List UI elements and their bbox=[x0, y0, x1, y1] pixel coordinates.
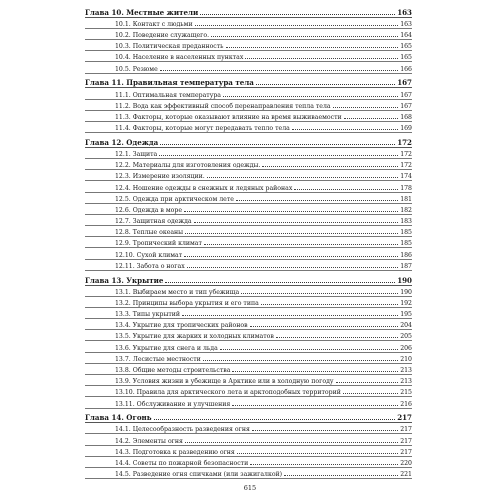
toc-entry bbox=[85, 237, 412, 248]
toc-entry bbox=[85, 111, 412, 122]
entry-title: 10.5. Резюме bbox=[115, 65, 158, 73]
entry-title: 13.2. Принципы выбора укрытия и его типа bbox=[115, 299, 259, 307]
dot-leader bbox=[284, 475, 398, 476]
page-number: 615 bbox=[243, 484, 257, 492]
entry-page: 190 bbox=[400, 288, 412, 296]
dot-leader bbox=[203, 360, 398, 361]
entry-page: 169 bbox=[400, 125, 412, 133]
chapter-title: Глава 10. Местные жители bbox=[85, 7, 199, 17]
entry-title: 14.3. Подготовка к разведению огня bbox=[115, 448, 235, 456]
entry-page: 164 bbox=[400, 32, 412, 40]
dot-leader bbox=[160, 70, 398, 71]
entry-title: 13.7. Лесистые местности bbox=[115, 355, 201, 363]
entry-title: 13.9. Условия жизни в убежище в Арктике или в холодную погоду bbox=[115, 378, 334, 386]
toc-entry bbox=[85, 62, 412, 73]
entry-page: 172 bbox=[400, 162, 412, 170]
toc-entry bbox=[85, 446, 412, 457]
entry-page: 204 bbox=[400, 322, 412, 330]
toc-chapter bbox=[85, 410, 412, 423]
toc-entry bbox=[85, 341, 412, 352]
dot-leader bbox=[184, 256, 398, 257]
entry-page: 217 bbox=[400, 437, 412, 445]
dot-leader bbox=[185, 233, 398, 234]
dot-leader bbox=[182, 315, 398, 316]
dot-leader bbox=[256, 84, 395, 85]
entry-page: 167 bbox=[400, 102, 412, 110]
entry-title: 11.1. Оптимальная температура bbox=[115, 91, 221, 99]
dot-leader bbox=[220, 349, 398, 350]
entry-page: 213 bbox=[400, 367, 412, 374]
toc-entry bbox=[85, 423, 412, 434]
entry-page: 213 bbox=[400, 378, 412, 386]
toc-entry bbox=[85, 181, 412, 192]
chapter-page: 217 bbox=[397, 413, 412, 423]
entry-page: 206 bbox=[400, 344, 412, 352]
entry-page: 165 bbox=[400, 54, 412, 62]
dot-leader bbox=[261, 304, 398, 305]
dot-leader bbox=[241, 293, 398, 294]
dot-leader bbox=[187, 267, 399, 268]
entry-title: 12.5. Одежда при арктическом лете bbox=[115, 195, 234, 203]
toc-entry bbox=[85, 100, 412, 111]
entry-page: 205 bbox=[400, 333, 412, 341]
entry-page: 178 bbox=[400, 184, 412, 192]
dot-leader bbox=[207, 177, 398, 178]
entry-page: 216 bbox=[400, 400, 412, 408]
toc-entry bbox=[85, 364, 412, 375]
dot-leader bbox=[344, 118, 399, 119]
entry-title: 12.3. Измерение изоляции. bbox=[115, 173, 205, 181]
entry-page: 185 bbox=[400, 229, 412, 237]
dot-leader bbox=[250, 326, 399, 327]
dot-leader bbox=[195, 25, 399, 26]
entry-title: 13.8. Общие методы строительства bbox=[115, 367, 231, 374]
chapter-page: 172 bbox=[397, 137, 412, 147]
entry-title: 13.4. Укрытие для тропических районов bbox=[115, 322, 248, 330]
chapter-page: 167 bbox=[397, 78, 412, 88]
toc-chapter bbox=[85, 135, 412, 148]
dot-leader bbox=[252, 430, 398, 431]
chapter-page: 163 bbox=[397, 7, 412, 17]
dot-leader bbox=[232, 371, 398, 372]
entry-page: 187 bbox=[400, 262, 412, 270]
entry-title: 12.6. Одежда в море bbox=[115, 206, 183, 214]
toc-entry bbox=[85, 193, 412, 204]
entry-page: 185 bbox=[400, 240, 412, 248]
dot-leader bbox=[276, 337, 398, 338]
dot-leader bbox=[226, 47, 399, 48]
entry-title: 13.5. Укрытие для жарких и холодных климатов bbox=[115, 333, 274, 341]
toc-entry bbox=[85, 468, 412, 479]
entry-page: 172 bbox=[400, 150, 412, 158]
entry-title: 12.10. Сухой климат bbox=[115, 251, 183, 259]
dot-leader bbox=[343, 393, 398, 394]
toc-entry bbox=[85, 397, 412, 408]
entry-page: 183 bbox=[400, 218, 412, 226]
toc-entry bbox=[85, 330, 412, 341]
toc-entry bbox=[85, 386, 412, 397]
toc-entry bbox=[85, 215, 412, 226]
dot-leader bbox=[184, 211, 398, 212]
dot-leader bbox=[232, 405, 398, 406]
toc-entry bbox=[85, 353, 412, 364]
toc-entry bbox=[85, 260, 412, 271]
toc-entry bbox=[85, 375, 412, 386]
entry-page: 217 bbox=[400, 448, 412, 456]
toc-entry bbox=[85, 159, 412, 170]
dot-leader bbox=[294, 189, 398, 190]
toc-entry bbox=[85, 88, 412, 99]
entry-title: 14.5. Разведение огня спичками (или зажигалкой) bbox=[115, 471, 283, 479]
entry-title: 13.3. Типы укрытий bbox=[115, 311, 181, 319]
dot-leader bbox=[159, 155, 398, 156]
toc-chapter bbox=[85, 272, 412, 285]
entry-title: 10.2. Поведение служащего. bbox=[115, 32, 210, 40]
dot-leader bbox=[292, 129, 398, 130]
entry-page: 210 bbox=[400, 355, 412, 363]
toc-entry bbox=[85, 148, 412, 159]
chapter-title: Глава 12. Одежда bbox=[85, 137, 159, 147]
entry-title: 14.4. Советы по пожарной безопасности bbox=[115, 460, 249, 467]
entry-title: 12.7. Защитная одежда bbox=[115, 218, 192, 226]
entry-page: 182 bbox=[400, 206, 412, 214]
dot-leader bbox=[160, 144, 395, 145]
entry-title: 14.2. Элементы огня bbox=[115, 437, 183, 445]
entry-page: 220 bbox=[400, 460, 412, 467]
chapter-page: 190 bbox=[397, 275, 412, 285]
entry-title: 10.3. Политическая преданность bbox=[115, 43, 224, 51]
entry-page: 215 bbox=[400, 389, 412, 397]
toc-entry bbox=[85, 319, 412, 330]
entry-page: 186 bbox=[400, 251, 412, 259]
toc-entry bbox=[85, 122, 412, 133]
entry-title: 12.8. Теплые океаны bbox=[115, 229, 184, 237]
entry-title: 12.11. Забота о ногах bbox=[115, 262, 185, 270]
entry-title: 13.11. Обслуживание и улучшения bbox=[115, 400, 231, 408]
dot-leader bbox=[154, 419, 396, 420]
entry-title: 10.1. Контакт с людьми bbox=[115, 20, 193, 28]
dot-leader bbox=[165, 282, 395, 283]
entry-title: 11.4. Факторы, которые могут передавать тепло тела bbox=[115, 125, 290, 133]
entry-title: 10.4. Население в населенных пунктах bbox=[115, 54, 244, 62]
toc-entry bbox=[85, 204, 412, 215]
dot-leader bbox=[185, 442, 398, 443]
toc-entry bbox=[85, 51, 412, 62]
entry-title: 12.4. Ношение одежды в снежных и ледяных районах bbox=[115, 184, 293, 192]
entry-title: 12.1. Защита bbox=[115, 150, 158, 158]
dot-leader bbox=[245, 58, 398, 59]
entry-title: 12.2. Материалы для изготовления одежды. bbox=[115, 162, 261, 170]
toc-entry bbox=[85, 286, 412, 297]
toc-chapter bbox=[85, 5, 412, 18]
entry-page: 217 bbox=[400, 426, 412, 434]
toc-entry bbox=[85, 297, 412, 308]
toc-entry bbox=[85, 40, 412, 51]
dot-leader bbox=[237, 453, 398, 454]
entry-page: 168 bbox=[400, 113, 412, 121]
table-of-contents bbox=[85, 3, 412, 479]
dot-leader bbox=[204, 244, 398, 245]
toc-entry bbox=[85, 248, 412, 259]
entry-page: 221 bbox=[400, 471, 412, 479]
toc-entry bbox=[85, 457, 412, 468]
dot-leader bbox=[200, 14, 395, 15]
entry-page: 166 bbox=[400, 65, 412, 73]
toc-chapter bbox=[85, 75, 412, 88]
dot-leader bbox=[336, 382, 399, 383]
toc-entry bbox=[85, 434, 412, 445]
dot-leader bbox=[223, 96, 398, 97]
entry-title: 13.1. Выбираем место и тип убежища bbox=[115, 288, 240, 296]
toc-entry bbox=[85, 308, 412, 319]
entry-page: 174 bbox=[400, 173, 412, 181]
entry-page: 163 bbox=[400, 20, 412, 28]
toc-entry bbox=[85, 226, 412, 237]
entry-title: 13.6. Укрытие для снега и льда bbox=[115, 344, 218, 352]
dot-leader bbox=[333, 107, 399, 108]
entry-title: 13.10. Правила для арктического лета и арктоподобных территорий bbox=[115, 389, 341, 397]
entry-title: 14.1. Целесообразность разведения огня bbox=[115, 426, 250, 434]
dot-leader bbox=[236, 200, 398, 201]
entry-title: 11.3. Факторы, которые оказывают влияние на время выживаемости bbox=[115, 113, 342, 121]
dot-leader bbox=[211, 36, 398, 37]
dot-leader bbox=[262, 166, 398, 167]
chapter-title: Глава 13. Укрытие bbox=[85, 275, 164, 285]
toc-entry bbox=[85, 170, 412, 181]
toc-entry bbox=[85, 29, 412, 40]
entry-page: 181 bbox=[400, 195, 412, 203]
entry-page: 165 bbox=[400, 43, 412, 51]
entry-title: 11.2. Вода как эффективный способ перенаправления тепла тела bbox=[115, 102, 331, 110]
toc-entry bbox=[85, 18, 412, 29]
dot-leader bbox=[250, 464, 398, 465]
chapter-title: Глава 11. Правильная температура тела bbox=[85, 78, 254, 88]
chapter-title: Глава 14. Огонь bbox=[85, 413, 152, 423]
dot-leader bbox=[194, 222, 399, 223]
entry-page: 195 bbox=[400, 311, 412, 319]
entry-page: 192 bbox=[400, 299, 412, 307]
entry-page: 167 bbox=[400, 91, 412, 99]
entry-title: 12.9. Тропический климат bbox=[115, 240, 202, 248]
